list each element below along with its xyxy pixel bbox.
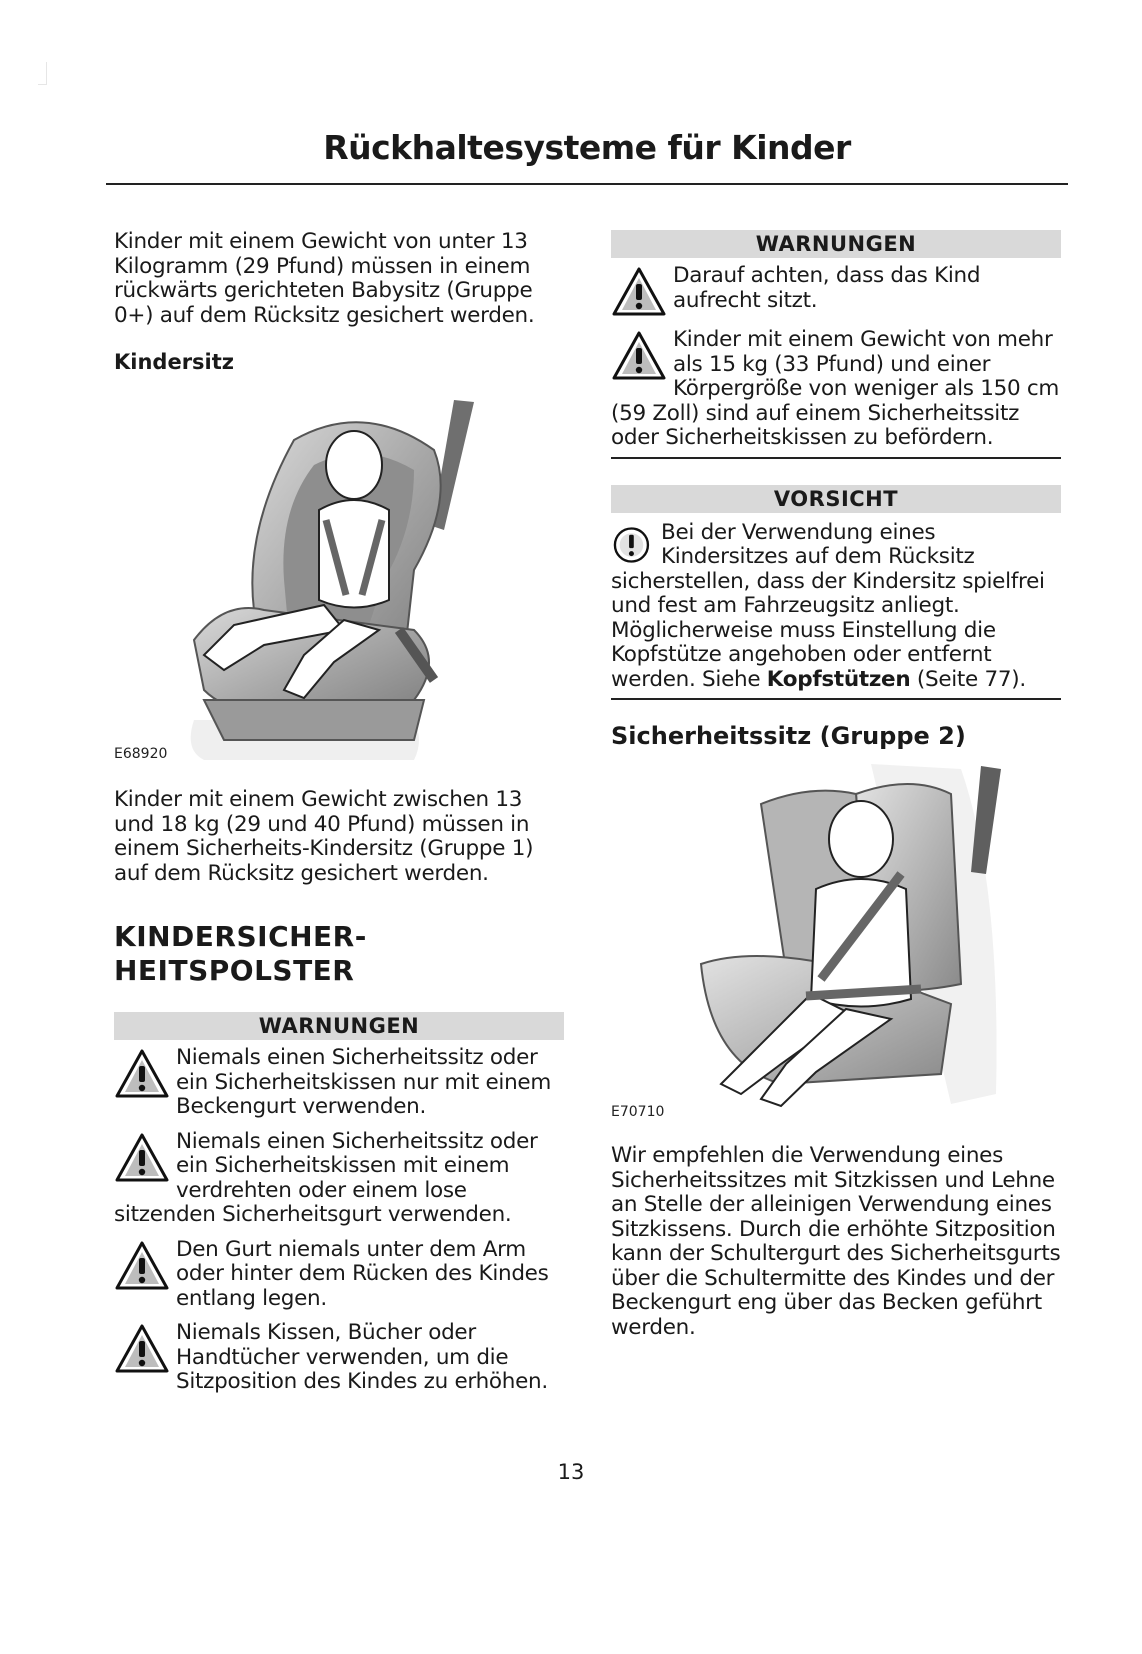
caution-item bbox=[611, 521, 1061, 693]
left-column bbox=[114, 230, 564, 1395]
warning-triangle-icon bbox=[114, 1132, 170, 1184]
warning-item bbox=[114, 1238, 564, 1312]
caution-circle-icon bbox=[611, 523, 655, 567]
warning-triangle-icon bbox=[114, 1048, 170, 1100]
figure-label: E68920 bbox=[114, 746, 168, 762]
caution-text: Bei der Verwendung eines Kindersitzes auf dem Rücksitz sicherstellen, dass der Kindersitz spielfrei und fest am Fahrzeugsitz anliegt. Möglicherweise muss Einstellung die Kopfstütze angehoben oder entfernt werden. Siehe bbox=[611, 519, 1045, 692]
page-number: 13 bbox=[557, 1460, 585, 1484]
kindersitz-subhead: Kindersitz bbox=[114, 350, 235, 374]
warning-item bbox=[114, 1130, 564, 1228]
warning-item bbox=[114, 1321, 564, 1395]
warning-text: Niemals einen Sicherheitssitz oder ein Sicherheitskissen mit einem verdrehten oder einem lose sitzenden Sicherheitsgurt verwenden. bbox=[114, 1128, 538, 1227]
warning-triangle-icon bbox=[114, 1323, 170, 1375]
warning-text: Den Gurt niemals unter dem Arm oder hinter dem Rücken des Kindes entlang legen. bbox=[176, 1236, 549, 1311]
caution-header: VORSICHT bbox=[611, 485, 1061, 513]
caution-link-kopfstuetzen[interactable]: Kopfstützen bbox=[766, 666, 911, 692]
warnings-header: WARNUNGEN bbox=[114, 1012, 564, 1040]
caution-ref: (Seite 77). bbox=[910, 666, 1026, 692]
section-heading-line2: HEITSPOLSTER bbox=[114, 954, 355, 987]
warning-text: Kinder mit einem Gewicht von mehr als 15 kg (33 Pfund) und einer Körpergröße von weniger als 150 cm (59 Zoll) sind auf einem Sicherheitssitz oder Sicherheitskissen zu befördern. bbox=[611, 327, 1060, 450]
warning-item bbox=[114, 1046, 564, 1120]
caution-box bbox=[611, 485, 1061, 701]
warning-triangle-icon bbox=[611, 330, 667, 382]
group2-paragraph: Wir empfehlen die Verwendung eines Sicherheitssitzes mit Sitzkissen und Lehne an Stelle der alleinigen Verwendung eines Sitzkissens. Durch die erhöhte Sitzposition kann der Schultergurt des Sicherheitsgurts über die Schultermitte des Kindes und der Beckengurt eng über das Becken geführt werden. bbox=[611, 1143, 1061, 1340]
warnings-box-left bbox=[114, 1012, 564, 1395]
section-heading-line1: KINDERSICHER- bbox=[114, 920, 367, 953]
warning-text: Niemals einen Sicherheitssitz oder ein Sicherheitskissen nur mit einem Beckengurt verwenden. bbox=[176, 1045, 551, 1119]
title-divider bbox=[106, 183, 1068, 185]
warning-item bbox=[611, 264, 1061, 318]
warnings-header: WARNUNGEN bbox=[611, 230, 1061, 258]
child-seat-illustration bbox=[114, 380, 564, 762]
box-divider bbox=[611, 457, 1061, 459]
right-column bbox=[611, 230, 1061, 1340]
box-divider bbox=[611, 698, 1061, 700]
figure-label: E70710 bbox=[611, 1104, 665, 1120]
crop-mark bbox=[38, 62, 47, 85]
warning-triangle-icon bbox=[611, 266, 667, 318]
warnings-box-right bbox=[611, 230, 1061, 459]
intro-paragraph: Kinder mit einem Gewicht von unter 13 Kilogramm (29 Pfund) müssen in einem rückwärts gerichteten Babysitz (Gruppe 0+) auf dem Rücksitz gesichert werden. bbox=[114, 229, 535, 328]
figure-child-seat-group1 bbox=[114, 380, 564, 762]
warning-item bbox=[611, 328, 1061, 451]
group1-paragraph: Kinder mit einem Gewicht zwischen 13 und 18 kg (29 und 40 Pfund) müssen in einem Sicherheits-Kindersitz (Gruppe 1) auf dem Rücksitz gesichert werden. bbox=[114, 787, 534, 886]
warning-text: Niemals Kissen, Bücher oder Handtücher verwenden, um die Sitzposition des Kindes zu erhöhen. bbox=[176, 1320, 548, 1394]
section-heading bbox=[114, 920, 564, 988]
page-title: Rückhaltesysteme für Kinder bbox=[323, 128, 851, 167]
warning-text: Darauf achten, dass das Kind aufrecht sitzt. bbox=[673, 263, 981, 313]
group2-subhead: Sicherheitssitz (Gruppe 2) bbox=[611, 722, 966, 750]
figure-booster-seat-group2 bbox=[611, 764, 1061, 1124]
warning-triangle-icon bbox=[114, 1240, 170, 1292]
booster-seat-illustration bbox=[611, 764, 1061, 1124]
